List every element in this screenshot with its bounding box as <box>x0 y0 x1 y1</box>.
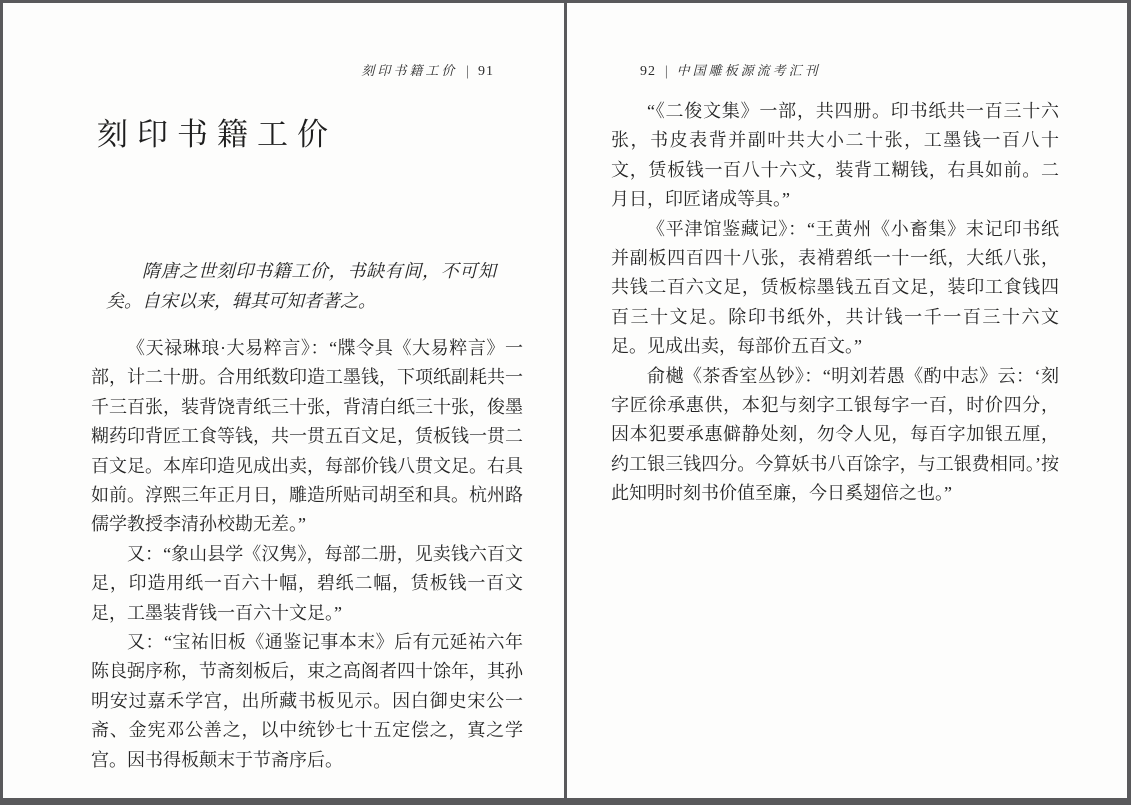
page-gutter-divider <box>564 3 567 798</box>
page-number-left: 91 <box>478 64 494 79</box>
paragraph: “《二俊文集》一部，共四册。印书纸共一百三十六张，书皮表背并副叶共大小二十张，工墨钱一百八十文，赁板钱一百八十六文，装背工糊钱，右具如前。二月日，印匠诸成等具。” <box>611 101 1059 210</box>
chapter-title: 刻印书籍工价 <box>97 117 337 152</box>
left-page-body <box>91 334 523 775</box>
running-head-left-separator: | <box>466 61 469 80</box>
page-number-right: 92 <box>640 64 656 79</box>
running-head-left-title: 刻印书籍工价 <box>361 63 458 78</box>
paragraph: 俞樾《茶香室丛钞》：“明刘若愚《酌中志》云：‘刻字匠徐承惠供，本犯与刻字工银每字一百，时价四分，因本犯要承惠僻静处刻，勿令人见，每百字加银五厘，约工银三钱四分。今算妖书八百馀字，与工银费相同。’按此知明时刻书价值至廉，今日奚翅倍之也。” <box>611 365 1059 504</box>
right-page-body <box>611 97 1059 509</box>
paragraph: 又：“象山县学《汉隽》，每部二册，见卖钱六百文足，印造用纸一百六十幅，碧纸二幅，赁板钱一百文足，工墨装背钱一百六十文足。” <box>91 543 523 623</box>
paragraph: 《平津馆鉴藏记》：“王黄州《小畜集》末记印书纸并副板四百四十八张，表褙碧纸一十一纸，大纸八张，共钱二百六文足，赁板棕墨钱五百文足，装印工食钱四百三十文足。除印书纸外，共计钱一千一百三十六文足。见成出卖，每部价五百文。” <box>611 218 1059 357</box>
running-head-right <box>610 60 1056 80</box>
paragraph: 又：“宝祐旧板《通鉴记事本末》后有元延祐六年陈良弼序称，节斋刻板后，束之高阁者四十馀年，其孙明安过嘉禾学宫，出所藏书板见示。因白御史宋公一斋、金宪邓公善之，以中统钞七十五定偿之，寘之学宫。因书得板颠末于节斋序后。 <box>91 632 523 770</box>
running-head-right-separator: | <box>665 61 668 80</box>
paragraph: 《天禄琳琅·大易粹言》：“牒令具《大易粹言》一部，计二十册。合用纸数印造工墨钱，下项纸副耗共一千三百张，装背饶青纸三十张，背清白纸三十张，俊墨糊药印背匠工食等钱，共一贯五百文足，赁板钱一贯二百文足。本库印造见成出卖，每部价钱八贯文足。右具如前。淳熙三年正月日，雕造所贴司胡至和具。杭州路儒学教授李清孙校勘无差。” <box>91 338 523 535</box>
chapter-intro: 隋唐之世刻印书籍工价，书缺有间，不可知矣。自宋以来，辑其可知者著之。 <box>106 261 496 311</box>
running-head-right-title: 中国雕板源流考汇刊 <box>676 63 821 78</box>
running-head-left <box>90 60 520 80</box>
